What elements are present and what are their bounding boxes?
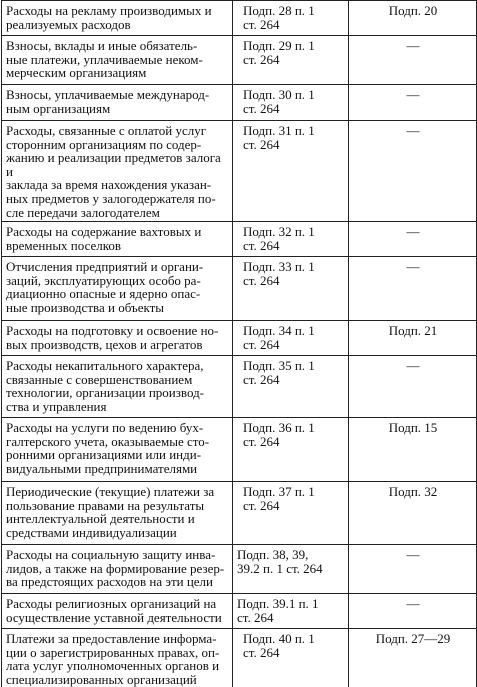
tax-code-reference: Подп. 37 п. 1 ст. 264 [233, 482, 349, 545]
table-row [2, 85, 477, 121]
tax-code-reference: Подп. 35 п. 1 ст. 264 [233, 356, 349, 418]
table-row [2, 222, 477, 257]
expense-description: Расходы, связанные с оплатой услуг сторонним организациям по содер- жанию и реализации предметов залога и заклада за время нахождения указан- ных предметов у залогодержателя по- сле передачи залогодателем [2, 121, 233, 222]
accounting-reference: — [349, 257, 477, 321]
tax-code-reference: Подп. 31 п. 1 ст. 264 [233, 121, 349, 222]
table-row [2, 36, 477, 85]
table-row [2, 629, 477, 687]
table-row [2, 356, 477, 418]
expense-description: Расходы на содержание вахтовых и временных поселков [2, 222, 233, 257]
accounting-reference: — [349, 36, 477, 85]
tax-code-reference: Подп. 38, 39, 39.2 п. 1 ст. 264 [233, 545, 349, 594]
tax-code-reference: Подп. 40 п. 1 ст. 264 [233, 629, 349, 687]
accounting-reference: Подп. 15 [349, 418, 477, 482]
table-row [2, 545, 477, 594]
expense-description: Платежи за предоставление информа- ции о зарегистрированных правах, оп- лата услуг уполномоченных органов и специализированных организаций [2, 629, 233, 687]
accounting-reference: — [349, 545, 477, 594]
expense-description: Периодические (текущие) платежи за пользование правами на результаты интеллектуальной деятельности и средствами индивидуализации [2, 482, 233, 545]
accounting-reference: — [349, 356, 477, 418]
expenses-table [1, 0, 477, 687]
expense-description: Взносы, уплачиваемые международ- ным организациям [2, 85, 233, 121]
accounting-reference: Подп. 20 [349, 1, 477, 36]
expense-description: Взносы, вклады и иные обязатель- ные платежи, уплачиваемые неком- мерческим организациям [2, 36, 233, 85]
expense-description: Расходы на услуги по ведению бух- галтерского учета, оказываемые сто- ронними организациями или инди- видуальными предпринимателями [2, 418, 233, 482]
expense-description: Расходы некапитального характера, связанные с совершенствованием технологии, организации производ- ства и управления [2, 356, 233, 418]
table-row [2, 121, 477, 222]
accounting-reference: — [349, 594, 477, 629]
tax-code-reference: Подп. 33 п. 1 ст. 264 [233, 257, 349, 321]
tax-code-reference: Подп. 36 п. 1 ст. 264 [233, 418, 349, 482]
table-row [2, 418, 477, 482]
expense-description: Расходы на рекламу производимых и реализуемых расходов [2, 1, 233, 36]
table-row [2, 257, 477, 321]
table-row [2, 321, 477, 356]
expense-description: Расходы на подготовку и освоение но- вых производств, цехов и агрегатов [2, 321, 233, 356]
accounting-reference: Подп. 32 [349, 482, 477, 545]
table-row [2, 594, 477, 629]
tax-code-reference: Подп. 30 п. 1 ст. 264 [233, 85, 349, 121]
expense-description: Отчисления предприятий и органи- заций, эксплуатирующих особо ра- диационно опасные и ядерно опас- ные производства и объекты [2, 257, 233, 321]
tax-code-reference: Подп. 39.1 п. 1 ст. 264 [233, 594, 349, 629]
accounting-reference: — [349, 222, 477, 257]
expense-description: Расходы религиозных организаций на осуществление уставной деятельности [2, 594, 233, 629]
accounting-reference: Подп. 21 [349, 321, 477, 356]
tax-code-reference: Подп. 34 п. 1 ст. 264 [233, 321, 349, 356]
accounting-reference: Подп. 27—29 [349, 629, 477, 687]
tax-code-reference: Подп. 32 п. 1 ст. 264 [233, 222, 349, 257]
expense-description: Расходы на социальную защиту инва- лидов, а также на формирование резер- ва предстоящих расходов на эти цели [2, 545, 233, 594]
accounting-reference: — [349, 121, 477, 222]
tax-code-reference: Подп. 29 п. 1 ст. 264 [233, 36, 349, 85]
table-row [2, 1, 477, 36]
accounting-reference: — [349, 85, 477, 121]
table-row [2, 482, 477, 545]
tax-code-reference: Подп. 28 п. 1 ст. 264 [233, 1, 349, 36]
